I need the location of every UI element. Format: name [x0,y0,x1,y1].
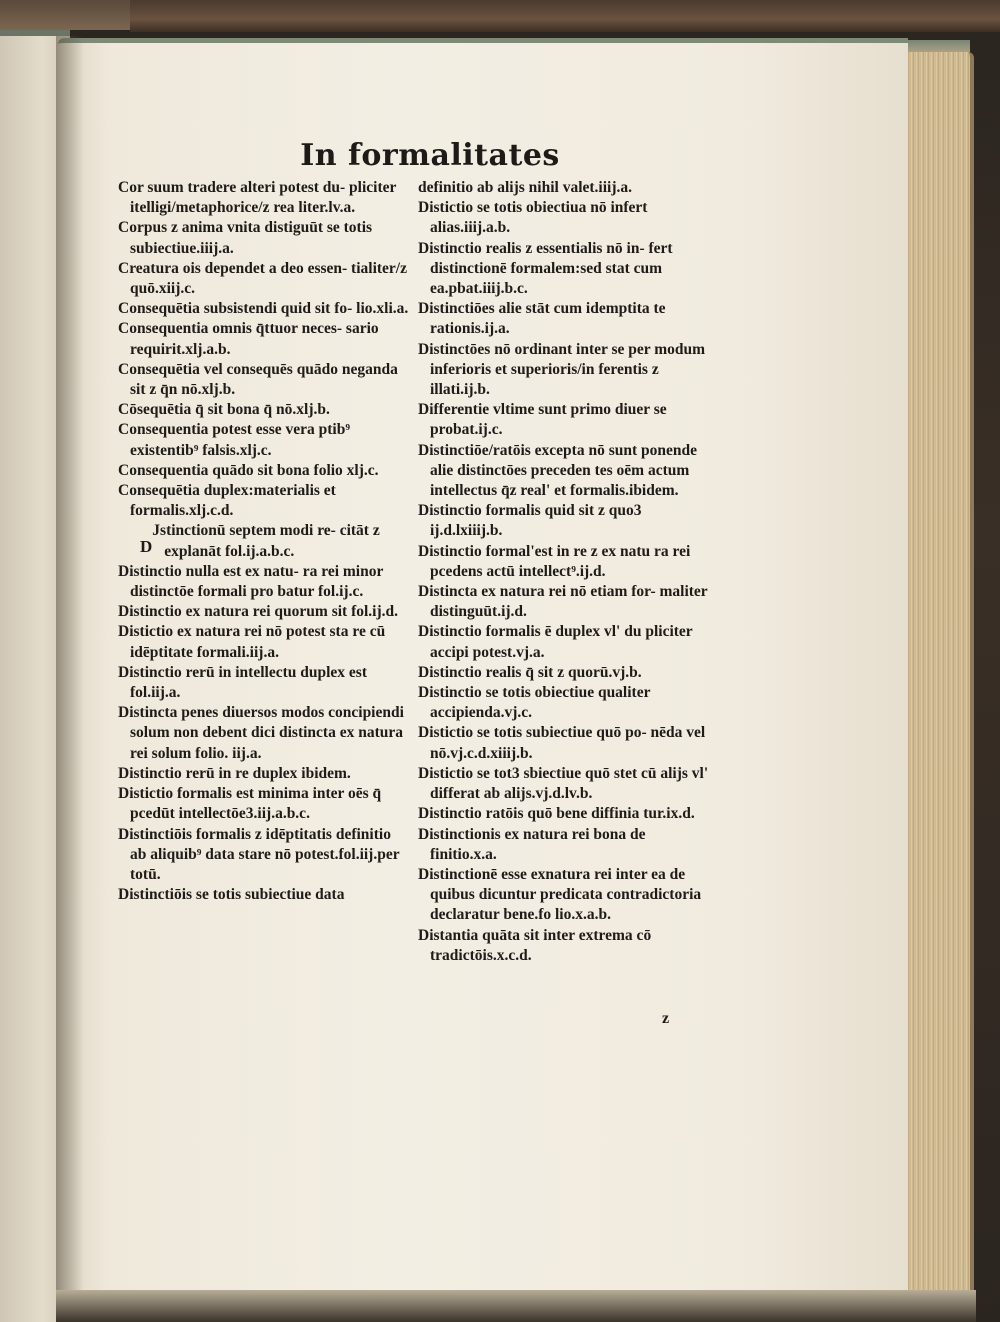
index-entry: Distinctionis ex natura rei bona de finitio.x.a. [418,825,646,863]
index-entry: Distictio se tot3 sbiectiue quō stet cū alijs vl' differat ab alijs.vj.d.lv.b. [418,764,709,803]
signature-mark: z [662,1010,670,1027]
index-entry: Distinctiōis formalis z idēptitatis definitio ab aliquib⁹ data stare nō potest.fol.iij.per totū. [118,825,400,883]
binding-top [130,0,1000,32]
index-entry: Distinctiōes alie stāt cum idemptita te rationis.ij.a. [418,300,666,338]
index-entry: Distinctio formalis ē duplex vl' du pliciter accipi potest.vj.a. [418,623,693,661]
index-entry: Consequētia subsistendi quid sit fo- lio.xli.a. [118,300,409,318]
index-entry: Distinctio ratōis quō bene diffinia tur.ix.d. [418,805,695,823]
index-entry: Consequentia potest esse vera ptib⁹ existentib⁹ falsis.xlj.c. [118,421,350,459]
index-entry: Consequentia omnis q̄ttuor neces- sario requirit.xlj.a.b. [118,320,379,358]
index-entry: Distinctio realis q̄ sit z quorū.vj.b. [418,663,642,681]
index-entry: Distinctio formalis quid sit z quo3 ij.d.lxiiij.b. [418,502,642,540]
index-entry: Distincta penes diuersos modos concipiendi solum non debent dici distincta ex natura rei solum folio. iij.a. [118,704,404,762]
index-entry: Consequētia duplex:materialis et formalis.xlj.c.d. [118,482,336,520]
index-entry: Distinctionē esse exnatura rei inter ea de quibus dicuntur predicata contradictoria declaratur bene.fo lio.x.a.b. [418,865,702,924]
index-entry: Cor suum tradere alteri potest du- pliciter itelligi/metaphorice/z rea liter.lv.a. [118,179,397,217]
index-entry: Distinctio se totis obiectiue qualiter accipienda.vj.c. [418,684,651,722]
index-entry: Cōsequētia q̄ sit bona q̄ nō.xlj.b. [118,401,330,419]
index-entry: Distictio formalis est minima inter oēs q̄ pcedūt intellectōe3.iij.a.b.c. [118,785,382,823]
index-entry: Distinctio nulla est ex natu- ra rei minor distinctōe formali pro batur fol.ij.c. [118,562,384,601]
index-entry: Distinctōes nō ordinant inter se per modum inferioris et superioris/in ferentis z illati.ij.b. [418,340,706,399]
index-entry: Distinctio realis z essentialis nō in- fert distinctionē formalem:sed stat cum ea.pbat.iiij.b.c. [418,239,673,298]
index-entry: Corpus z anima vnita distiguūt se totis subiectiue.iiij.a. [118,219,373,257]
bottom-shadow [56,1290,976,1322]
index-entry: definitio ab alijs nihil valet.iiij.a. [418,179,633,196]
letter-section-d [118,521,410,905]
index-entry: Creatura ois dependet a deo essen- tialiter/z quō.xiij.c. [118,259,407,298]
index-entry: Distictio se totis obiectiua nō infert alias.iiij.a.b. [418,199,648,237]
index-entry: Distincta ex natura rei nō etiam for- maliter distinguūt.ij.d. [418,583,708,621]
index-entry: Distictio ex natura rei nō potest sta re cū idēptitate formali.iij.a. [118,623,386,661]
index-entry: Distinctio formal'est in re z ex natu ra rei pcedens actū intellect⁹.ij.d. [418,542,691,580]
right-column [418,178,712,966]
index-entry: Distinctiōe/ratōis excepta nō sunt ponende alie distinctōes preceden tes oēm actum intellectus q̄z real' et formalis.ibidem. [418,441,697,500]
index-entry: Distinctiōis se totis subiectiue data [118,886,345,904]
index-entry: Consequētia vel consequēs quādo neganda sit z q̄n nō.xlj.b. [118,360,398,399]
left-column [118,178,410,905]
index-entry: Distantia quāta sit inter extrema cō tradictōis.x.c.d. [418,926,652,964]
left-entries [118,178,410,521]
binding-top-left [0,0,130,30]
right-entries [418,178,712,966]
gutter-shadow [56,36,84,1322]
section-initial: D [140,537,153,557]
index-entry: Distinctio rerū in re duplex ibidem. [118,764,351,782]
index-entry: Jstinctionū septem modi re- citāt z explanāt fol.ij.a.b.c. [152,522,380,560]
index-entry: Differentie vltime sunt primo diuer se probat.ij.c. [418,401,667,439]
left-entries-d [118,521,410,905]
index-entry: Distictio se totis subiectiue quō po- nēda vel nō.vj.c.d.xiiij.b. [418,724,706,762]
index-entry: Distinctio rerū in intellectu duplex est fol.iij.a. [118,663,367,702]
index-entry: Consequentia quādo sit bona folio xlj.c. [118,461,379,479]
index-entry: Distinctio ex natura rei quorum sit fol.ij.d. [118,603,398,621]
running-head: In formalitates [300,138,560,173]
